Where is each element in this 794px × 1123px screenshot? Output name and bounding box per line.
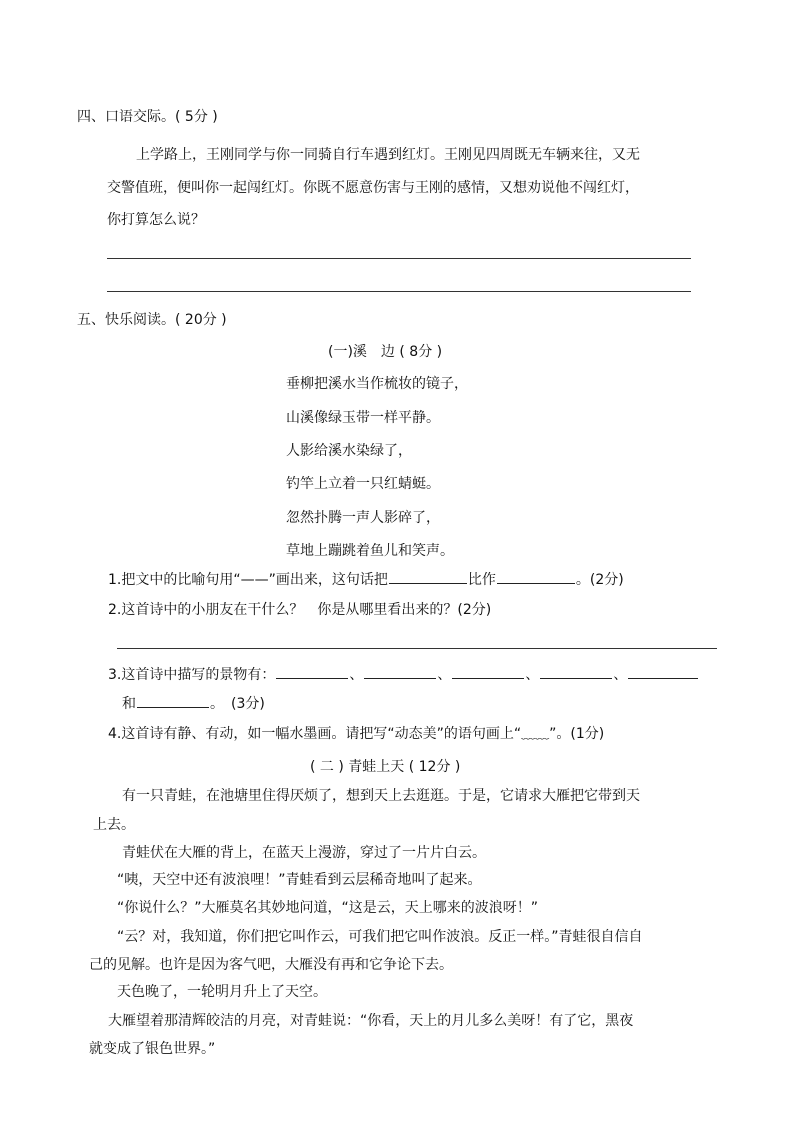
question-1-blank-1[interactable] [389,569,467,584]
question-3-continued [122,693,265,714]
question-3-end: 。 (3分) [210,696,265,712]
poem-line-3: 人影给溪水染绿了， [286,443,412,459]
poem-line-4: 钓竿上立着一只红蜻蜓。 [286,476,440,492]
separator: 、 [613,667,628,683]
section-4-line-2: 交警值班，便叫你一起闯红灯。你既不愿意伤害与王刚的感情，又想劝说他不闯红灯， [107,180,639,196]
story-paragraph-7: 大雁望着那清辉皎洁的月亮，对青蛙说：“你看，天上的月儿多么美呀！有了它，黑夜 [108,1013,634,1029]
section-4-heading: 四、口语交际。( 5分 ) [77,109,218,125]
poem-title: (一)溪 边 ( 8分 ) [328,344,443,360]
poem-line-6: 草地上蹦跳着鱼儿和笑声。 [286,543,454,559]
question-1-blank-2[interactable] [497,569,575,584]
story-paragraph-7-cont: 就变成了银色世界。” [89,1041,216,1057]
scenery-blank-2[interactable] [364,664,436,679]
poem-line-1: 垂柳把溪水当作梳妆的镜子， [286,376,468,392]
question-2: 2.这首诗中的小朋友在干什么？ 你是从哪里看出来的？(2分) [108,602,492,618]
section-5-heading: 五、快乐阅读。( 20分 ) [77,312,227,328]
question-2-answer-line[interactable] [117,648,717,649]
story-paragraph-1: 有一只青蛙，在池塘里住得厌烦了，想到天上去逛逛。于是，它请求大雁把它带到天 [122,788,640,804]
question-3 [108,664,699,685]
story-paragraph-4: “你说什么？”大雁莫名其妙地问道，“这是云，天上哪来的波浪呀！” [117,900,539,916]
section-4-line-3: 你打算怎么说？ [107,212,205,228]
question-3-text: 3.这首诗中描写的景物有： [108,667,276,683]
question-3-and: 和 [122,696,136,712]
scenery-blank-4[interactable] [540,664,612,679]
scenery-blank-5[interactable] [628,664,698,679]
scenery-blank-6[interactable] [137,693,209,708]
question-4: 4.这首诗有静、有动，如一幅水墨画。请把写“动态美”的语句画上“﹏﹏”。(1分) [108,726,605,742]
scenery-blank-1[interactable] [276,664,348,679]
separator: 、 [437,667,452,683]
separator: 、 [525,667,540,683]
answer-line-2[interactable] [107,291,691,292]
story-paragraph-5: “云？对，我知道，你们把它叫作云，可我们把它叫作波浪。反正一样。”青蛙很自信自 [117,929,643,945]
section-4-line-1: 上学路上，王刚同学与你一同骑自行车遇到红灯。王刚见四周既无车辆来往，又无 [136,147,640,163]
story-paragraph-6: 天色晚了，一轮明月升上了天空。 [117,984,327,1000]
scenery-blank-3[interactable] [452,664,524,679]
story-paragraph-5-cont: 己的见解。也许是因为客气吧，大雁没有再和它争论下去。 [89,957,453,973]
answer-line-1[interactable] [107,258,691,259]
poem-line-5: 忽然扑腾一声人影碎了， [286,510,440,526]
story-paragraph-1-cont: 上去。 [93,817,135,833]
story-paragraph-3: “咦，天空中还有波浪哩！”青蛙看到云层稀奇地叫了起来。 [117,872,482,888]
question-1 [108,569,624,590]
question-1-text-b: 比作 [467,572,496,588]
question-1-text-a: 1.把文中的比喻句用“——”画出来，这句话把 [108,572,388,588]
story-title: ( 二 ) 青蛙上天 ( 12分 ) [310,759,461,775]
question-1-text-c: 。(2分) [575,572,624,588]
separator: 、 [349,667,364,683]
story-paragraph-2: 青蛙伏在大雁的背上，在蓝天上漫游，穿过了一片片白云。 [122,845,486,861]
poem-line-2: 山溪像绿玉带一样平静。 [286,410,440,426]
